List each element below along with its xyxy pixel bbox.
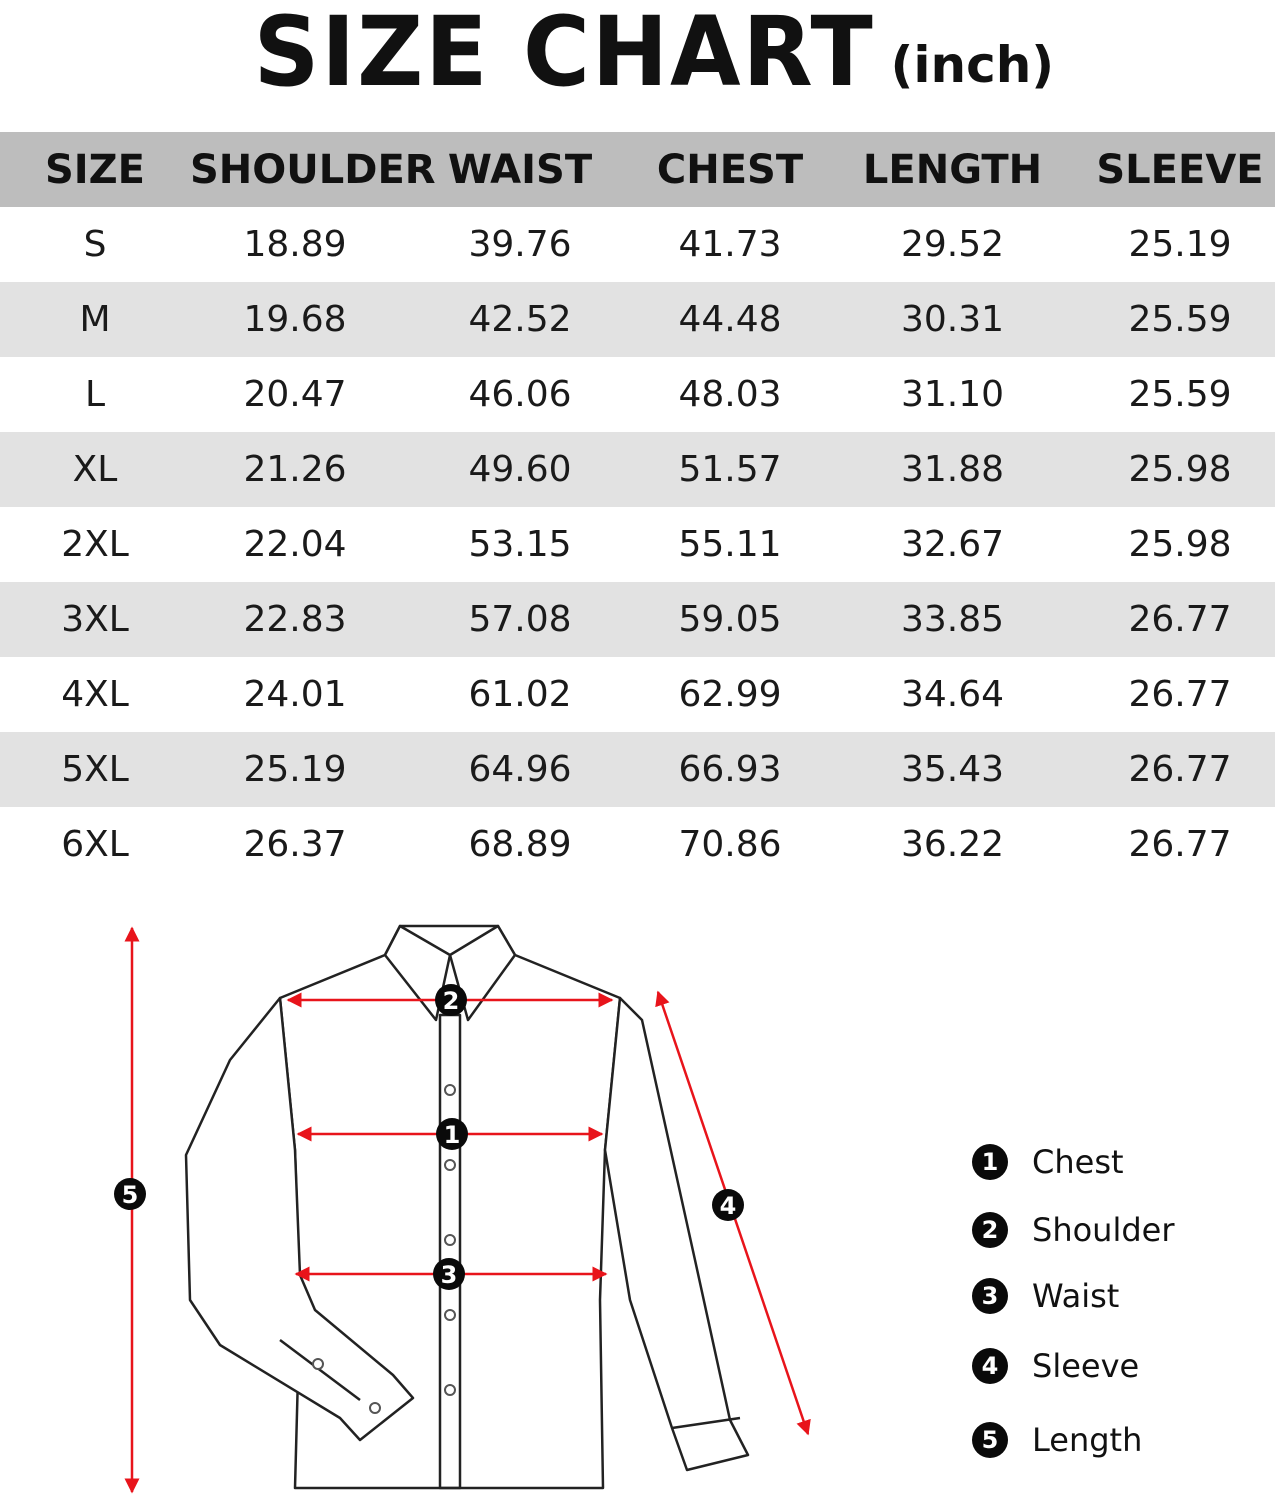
cell-waist: 57.08: [468, 599, 572, 640]
cell-waist: 49.60: [468, 449, 572, 490]
cell-shoulder: 20.47: [243, 374, 347, 415]
cell-chest: 59.05: [678, 599, 782, 640]
legend-number: 1: [972, 1144, 1008, 1180]
table-row: [0, 657, 1275, 732]
cell-chest: 51.57: [678, 449, 782, 490]
legend-label: Sleeve: [1032, 1347, 1140, 1385]
cell-size: 5XL: [61, 749, 129, 790]
table-body: [0, 207, 1275, 882]
legend-number: 5: [972, 1422, 1008, 1458]
cell-sleeve: 25.19: [1128, 224, 1232, 265]
cell-chest: 70.86: [678, 824, 782, 865]
svg-text:5: 5: [121, 1181, 139, 1209]
cell-chest: 62.99: [678, 674, 782, 715]
title-unit: (inch): [890, 36, 1055, 94]
svg-text:2: 2: [442, 987, 460, 1015]
cell-length: 29.52: [900, 224, 1005, 265]
cell-length: 31.88: [900, 449, 1005, 490]
legend-item-sleeve: [972, 1344, 1139, 1388]
cell-length: 31.10: [900, 374, 1005, 415]
cell-shoulder: 26.37: [243, 824, 347, 865]
marker-chest: [436, 1118, 468, 1150]
cell-chest: 41.73: [678, 224, 782, 265]
legend-item-shoulder: [972, 1208, 1175, 1252]
cell-shoulder: 22.83: [243, 599, 347, 640]
legend-number: 4: [972, 1348, 1008, 1384]
cell-sleeve: 25.98: [1128, 524, 1232, 565]
cell-shoulder: 18.89: [243, 224, 347, 265]
cell-size: 4XL: [61, 674, 129, 715]
cell-shoulder: 21.26: [243, 449, 347, 490]
cell-size: M: [79, 299, 111, 340]
cell-waist: 61.02: [468, 674, 572, 715]
header-length: LENGTH: [862, 146, 1043, 193]
cell-chest: 66.93: [678, 749, 782, 790]
legend-label: Waist: [1032, 1277, 1120, 1315]
legend-number: 3: [972, 1278, 1008, 1314]
cell-size: S: [83, 224, 107, 265]
table-row: [0, 357, 1275, 432]
marker-waist: [433, 1258, 465, 1290]
header-sleeve: SLEEVE: [1096, 146, 1264, 193]
cell-sleeve: 26.77: [1128, 674, 1232, 715]
table-row: [0, 582, 1275, 657]
legend-label: Length: [1032, 1421, 1143, 1459]
page-title: [0, 0, 1275, 108]
svg-text:4: 4: [719, 1192, 737, 1220]
cell-shoulder: 25.19: [243, 749, 347, 790]
cell-size: 3XL: [61, 599, 129, 640]
table-row: [0, 282, 1275, 357]
header-shoulder: SHOULDER: [190, 146, 436, 193]
cell-waist: 68.89: [468, 824, 572, 865]
cell-chest: 55.11: [678, 524, 782, 565]
table-row: [0, 732, 1275, 807]
cell-sleeve: 26.77: [1128, 749, 1232, 790]
legend-item-chest: [972, 1140, 1124, 1184]
cell-length: 35.43: [900, 749, 1005, 790]
cell-size: XL: [72, 449, 118, 490]
table-header-row: [0, 132, 1275, 207]
cell-sleeve: 25.98: [1128, 449, 1232, 490]
cell-size: 2XL: [61, 524, 129, 565]
cell-sleeve: 25.59: [1128, 374, 1232, 415]
cell-waist: 39.76: [468, 224, 572, 265]
title-main: SIZE CHART: [253, 0, 875, 108]
size-table: [0, 132, 1275, 882]
svg-text:1: 1: [443, 1121, 461, 1149]
cell-size: 6XL: [61, 824, 129, 865]
cell-sleeve: 25.59: [1128, 299, 1232, 340]
cell-shoulder: 24.01: [243, 674, 347, 715]
legend-item-length: [972, 1418, 1142, 1462]
legend-label: Chest: [1032, 1143, 1124, 1181]
cell-shoulder: 22.04: [243, 524, 347, 565]
cell-size: L: [84, 374, 106, 415]
legend-label: Shoulder: [1032, 1211, 1175, 1249]
cell-length: 32.67: [900, 524, 1005, 565]
header-size: SIZE: [44, 146, 146, 193]
marker-length: [114, 1178, 146, 1210]
cell-sleeve: 26.77: [1128, 824, 1232, 865]
marker-sleeve: [712, 1189, 744, 1221]
cell-length: 33.85: [900, 599, 1005, 640]
cell-waist: 53.15: [468, 524, 572, 565]
cell-length: 34.64: [900, 674, 1005, 715]
cell-length: 36.22: [900, 824, 1005, 865]
table-row: [0, 432, 1275, 507]
shirt-measurement-diagram: [0, 900, 960, 1500]
svg-text:3: 3: [440, 1261, 458, 1289]
table-row: [0, 807, 1275, 882]
cell-length: 30.31: [900, 299, 1005, 340]
cell-waist: 42.52: [468, 299, 572, 340]
legend-number: 2: [972, 1212, 1008, 1248]
cell-waist: 64.96: [468, 749, 572, 790]
header-waist: WAIST: [447, 146, 593, 193]
table-row: [0, 207, 1275, 282]
table-row: [0, 507, 1275, 582]
header-chest: CHEST: [656, 146, 804, 193]
legend-item-waist: [972, 1274, 1119, 1318]
cell-shoulder: 19.68: [243, 299, 347, 340]
cell-chest: 44.48: [678, 299, 782, 340]
cell-sleeve: 26.77: [1128, 599, 1232, 640]
cell-waist: 46.06: [468, 374, 572, 415]
marker-shoulder: [435, 984, 467, 1016]
cell-chest: 48.03: [678, 374, 782, 415]
